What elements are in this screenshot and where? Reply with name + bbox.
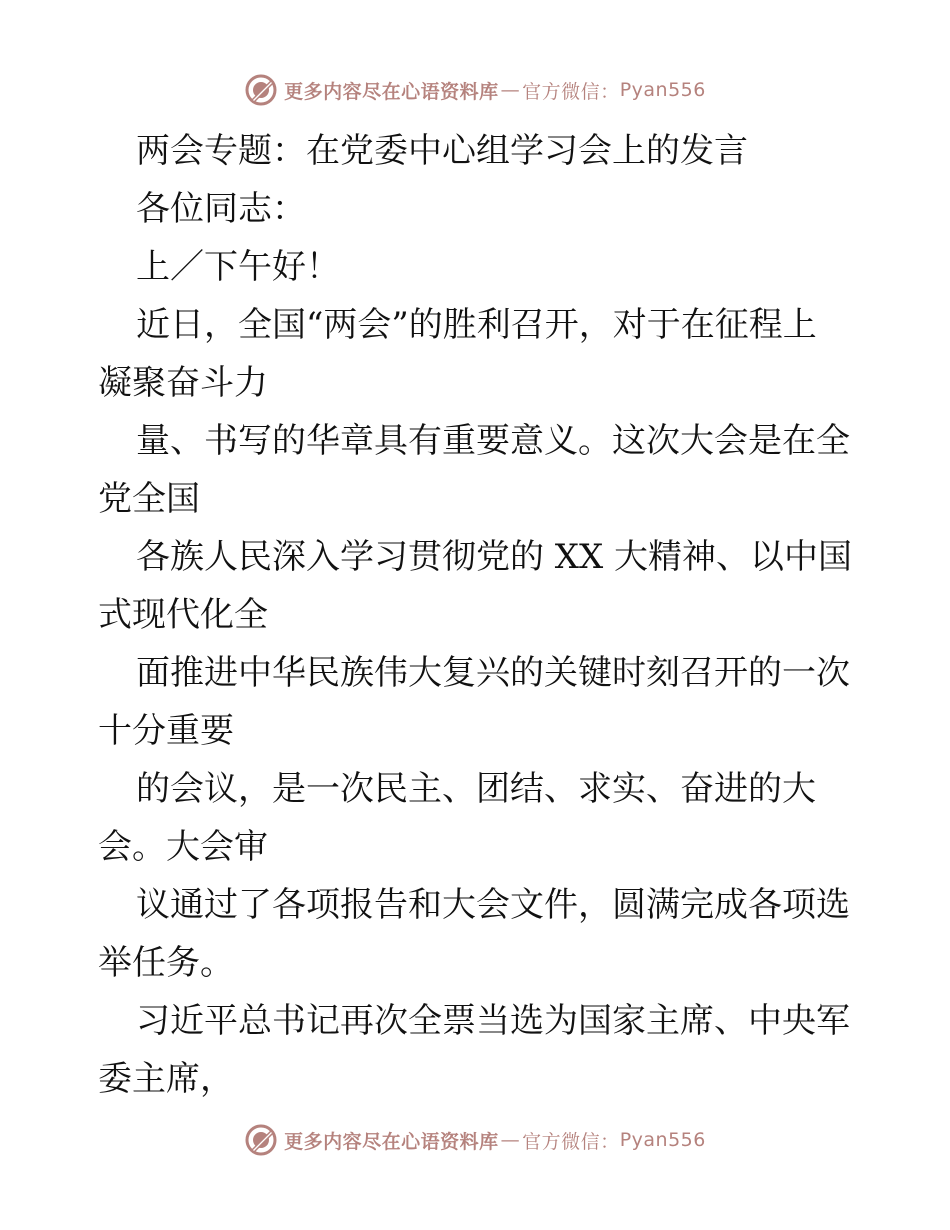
document-title: 两会专题：在党委中心组学习会上的发言 <box>136 131 748 171</box>
paragraph-line: 十分重要 <box>98 711 234 751</box>
header-watermark <box>0 70 950 110</box>
paragraph-line: 式现代化全 <box>98 595 268 635</box>
paragraph-line: 量、书写的华章具有重要意义。这次大会是在全 <box>136 421 850 461</box>
paragraph-line: 面推进中华民族伟大复兴的关键时刻召开的一次 <box>136 653 850 693</box>
paragraph-line: 党全国 <box>98 479 200 519</box>
paragraph-line: 习近平总书记再次全票当选为国家主席、中央军 <box>136 1001 850 1041</box>
paragraph-line: 凝聚奋斗力 <box>98 363 268 403</box>
watermark-site-text: 更多内容尽在心语资料库 <box>284 1130 499 1153</box>
paragraph-line: 会。大会审 <box>98 827 268 867</box>
watermark-wechat-id: Pyan556 <box>619 1129 706 1151</box>
salutation: 各位同志： <box>136 189 306 229</box>
paragraph-line: 举任务。 <box>98 943 234 983</box>
paragraph-line: 各族人民深入学习贯彻党的 XX 大精神、以中国 <box>136 537 853 577</box>
paragraph-line: 议通过了各项报告和大会文件，圆满完成各项选 <box>136 885 850 925</box>
watermark-site-text: 更多内容尽在心语资料库 <box>284 80 499 103</box>
paragraph-line: 的会议，是一次民主、团结、求实、奋进的大 <box>136 769 816 809</box>
pen-logo-icon <box>244 1123 278 1157</box>
footer-watermark <box>0 1120 950 1160</box>
watermark-wechat-label: 官方微信： <box>522 80 620 103</box>
greeting: 上／下午好！ <box>136 247 340 287</box>
paragraph-line: 委主席， <box>98 1059 234 1099</box>
watermark-wechat-id: Pyan556 <box>619 79 706 101</box>
watermark-wechat-label: 官方微信： <box>522 1130 620 1153</box>
pen-logo-icon <box>244 73 278 107</box>
watermark-separator: — <box>500 1129 521 1151</box>
document-body <box>98 122 858 1108</box>
paragraph-line: 近日，全国“两会”的胜利召开，对于在征程上 <box>136 305 817 345</box>
watermark-separator: — <box>500 79 521 101</box>
